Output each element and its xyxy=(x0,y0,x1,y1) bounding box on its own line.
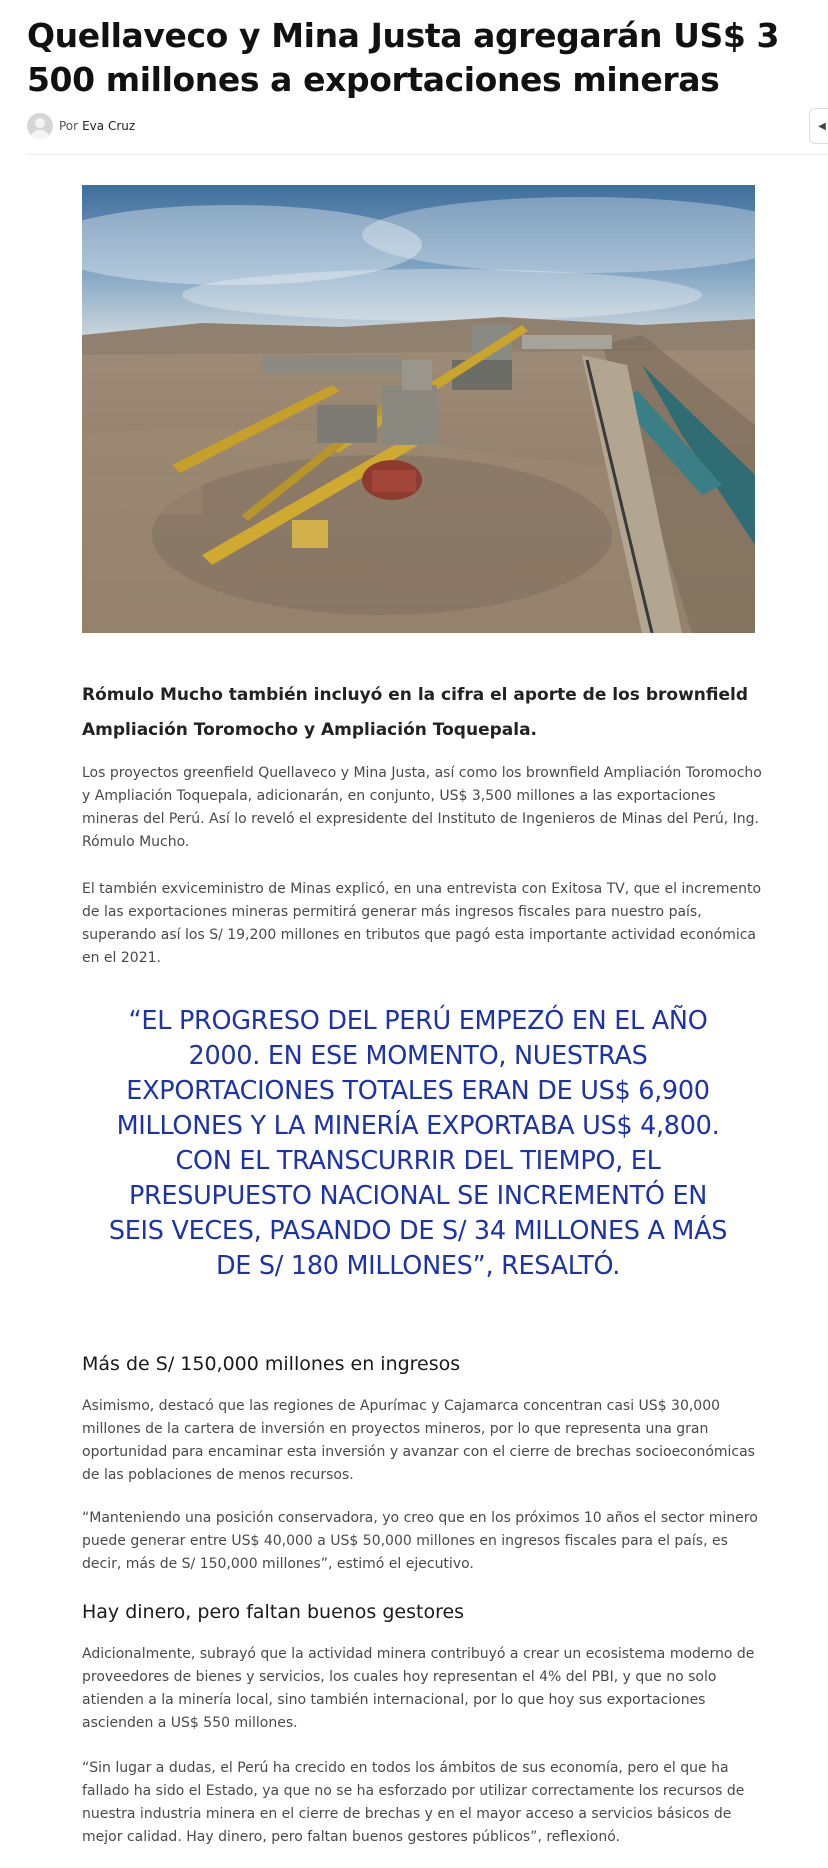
author-link[interactable]: Eva Cruz xyxy=(82,119,136,133)
article-paragraph: “Sin lugar a dudas, el Perú ha crecido en todos los ámbitos de sus economía, pero el que ha fallado ha sido el Estado, ya que no se ha esforzado por utilizar correctamente los recursos de nuestra industria minera en el cierre de brechas y en el mayor acceso a servicios básicos de mejor calidad. Hay dinero, pero faltan buenos gestores públicos”, reflexionó. xyxy=(82,1760,745,1845)
byline xyxy=(27,112,135,140)
share-toggle-button[interactable] xyxy=(809,108,828,144)
article-paragraph: Asimismo, destacó que las regiones de Apurímac y Cajamarca concentran casi US$ 30,000 millones de la cartera de inversión en proyectos mineros, por lo que representa una gran oportunidad para encaminar esta inversión y avanzar con el cierre de brechas socioeconómicas de las poblaciones de menos recursos. xyxy=(82,1398,755,1483)
article-paragraph: Adicionalmente, subrayó que la actividad minera contribuyó a crear un ecosistema moderno de proveedores de bienes y servicios, los cuales hoy representan el 4% del PBI, y que no solo atienden a la minería local, sino también internacional, por lo que hoy sus exportaciones ascienden a US$ 550 millones. xyxy=(82,1646,755,1731)
article-paragraph: El también exviceministro de Minas explicó, en una entrevista con Exitosa TV, que el incremento de las exportaciones mineras permitirá generar más ingresos fiscales para nuestro país, superando así los S/ 19,200 millones en tributos que pagó esta importante actividad económica en el 2021. xyxy=(82,881,762,966)
header-divider xyxy=(27,154,828,155)
pull-quote: “EL PROGRESO DEL PERÚ EMPEZÓ EN EL AÑO 2000. EN ESE MOMENTO, NUESTRAS EXPORTACIONES TOTALES ERAN DE US$ 6,900 MILLONES Y LA MINERÍA EXPORTABA US$ 4,800. CON EL TRANSCURRIR DEL TIEMPO, EL PRESUPUESTO NACIONAL SE INCREMENTÓ EN SEIS VECES, PASANDO DE S/ 34 MILLONES A MÁS DE S/ 180 MILLONES”, RESALTÓ. xyxy=(108,1006,728,1281)
article-paragraph: Los proyectos greenfield Quellaveco y Mina Justa, así como los brownfield Ampliación Toromocho y Ampliación Toquepala, adicionarán, en conjunto, US$ 3,500 millones a las exportaciones mineras del Perú. Así lo reveló el expresidente del Instituto de Ingenieros de Minas del Perú, Ing. Rómulo Mucho. xyxy=(82,765,762,850)
author-avatar-icon[interactable] xyxy=(27,113,53,139)
article-hero-image xyxy=(82,185,755,633)
article-lead: Rómulo Mucho también incluyó en la cifra el aporte de los brownfield Ampliación Toromocho y Ampliación Toquepala. xyxy=(82,685,749,740)
article-title: Quellaveco y Mina Justa agregarán US$ 3 500 millones a exportaciones mineras xyxy=(27,16,780,99)
section-heading-ingresos: Más de S/ 150,000 millones en ingresos xyxy=(82,1353,461,1375)
article-paragraph: “Manteniendo una posición conservadora, yo creo que en los próximos 10 años el sector minero puede generar entre US$ 40,000 a US$ 50,000 millones en ingresos fiscales para el país, es decir, más de S/ 150,000 millones”, estimó el ejecutivo. xyxy=(82,1510,758,1572)
chevron-left-icon: ◀ xyxy=(818,120,826,132)
byline-prefix: Por xyxy=(59,119,79,133)
section-heading-gestores: Hay dinero, pero faltan buenos gestores xyxy=(82,1601,465,1623)
